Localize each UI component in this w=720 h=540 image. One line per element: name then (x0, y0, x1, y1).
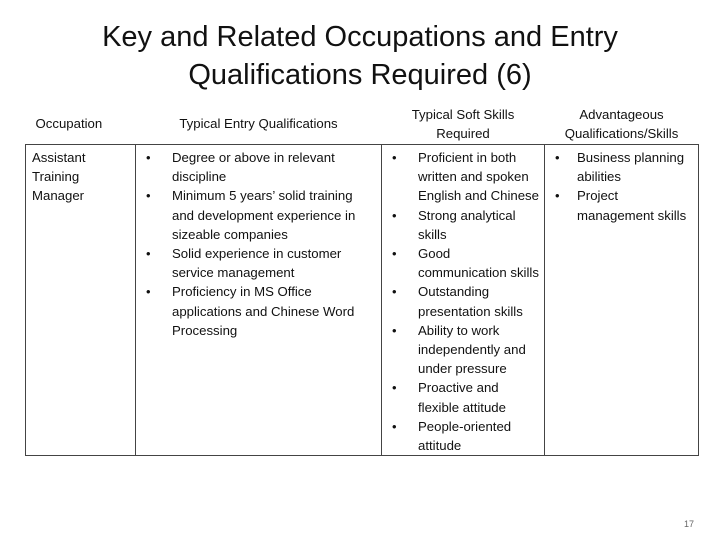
list-item: • Degree or above in relevant discipline (172, 148, 377, 186)
list-item: • Proficiency in MS Office applications and Chinese Word Processing (172, 282, 377, 340)
soft-skills-list (418, 148, 540, 455)
page-number: 17 (683, 519, 694, 529)
header-advantageous: Advantageous Qualifications/Skills (545, 104, 699, 145)
list-item: • Good communication skills (418, 244, 540, 282)
list-item: • Proficient in both written and spoken English and Chinese (418, 148, 540, 206)
header-soft-skills: Typical Soft Skills Required (382, 104, 545, 145)
list-item: • Business planning abilities (577, 148, 694, 186)
title-line-2: Qualifications Required (6) (188, 59, 532, 91)
qualifications-table-container (25, 104, 698, 456)
advantageous-list (577, 148, 694, 225)
list-item: • Solid experience in customer service management (172, 244, 377, 282)
entry-qualifications-cell (136, 145, 382, 456)
table-body (26, 145, 699, 456)
entry-list (172, 148, 377, 340)
list-item: • Strong analytical skills (418, 206, 540, 244)
qualifications-table (25, 104, 699, 456)
slide-title (0, 18, 720, 94)
table-header (26, 104, 699, 145)
list-item: • Ability to work independently and under pressure (418, 321, 540, 379)
occupation-cell: Assistant Training Manager (26, 145, 136, 456)
title-line-1: Key and Related Occupations and Entry (102, 21, 618, 53)
advantageous-cell (545, 145, 699, 456)
list-item: • Project management skills (577, 186, 694, 224)
header-occupation: Occupation (26, 104, 136, 145)
list-item: • Minimum 5 years’ solid training and development experience in sizeable companies (172, 186, 377, 244)
list-item: • People-oriented attitude (418, 417, 540, 455)
table-row (26, 145, 699, 456)
soft-skills-cell (382, 145, 545, 456)
header-entry-qualifications: Typical Entry Qualifications (136, 104, 382, 145)
header-row (26, 104, 699, 145)
list-item: • Outstanding presentation skills (418, 282, 540, 320)
list-item: • Proactive and flexible attitude (418, 378, 540, 416)
